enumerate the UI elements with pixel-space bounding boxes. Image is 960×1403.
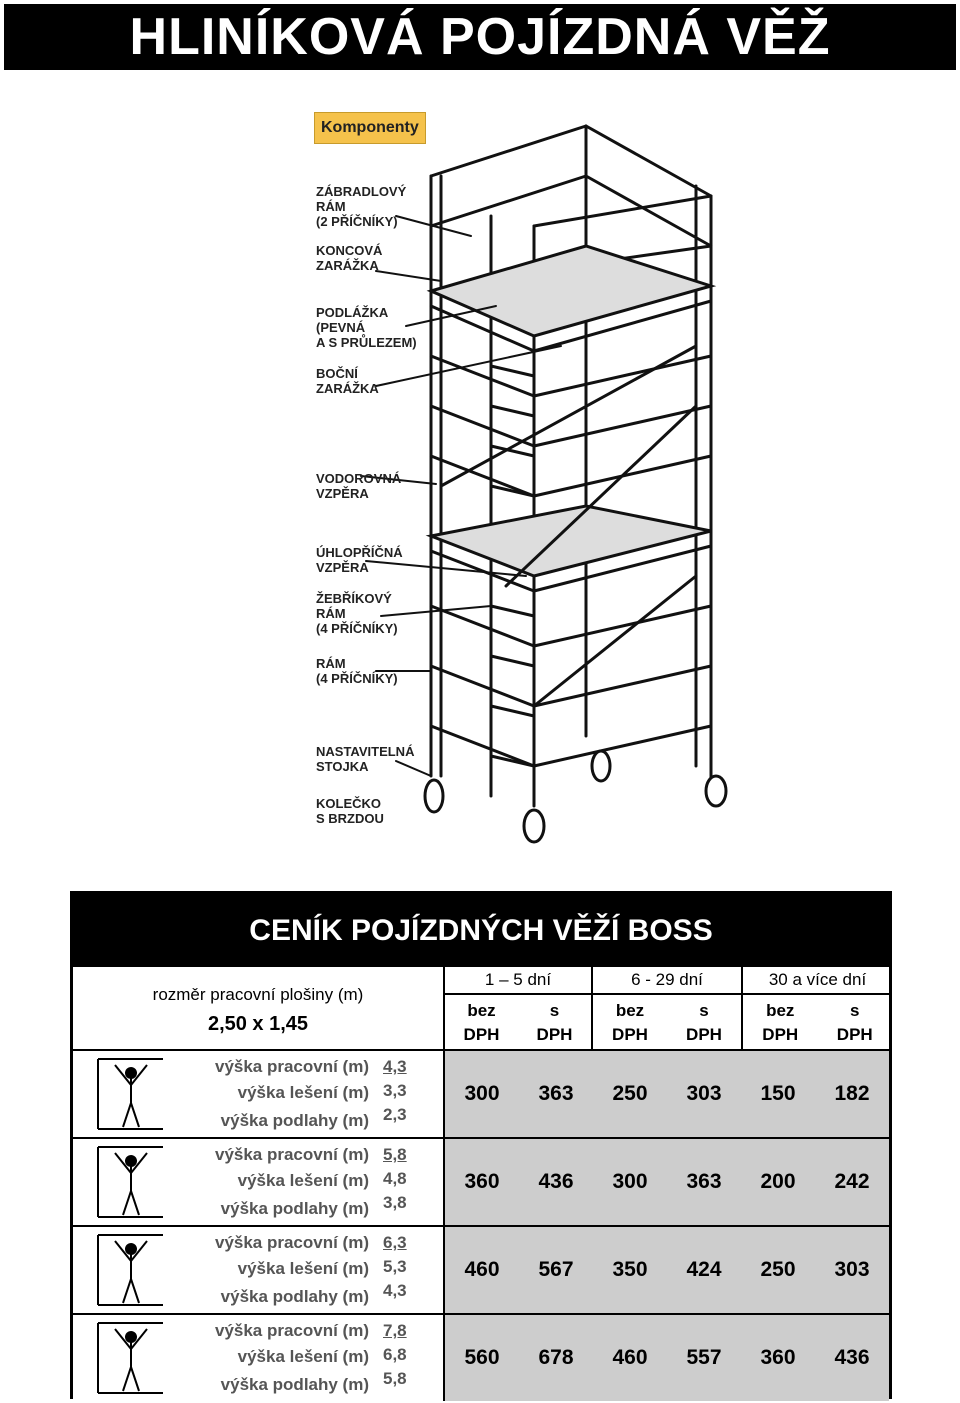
period-3-header (743, 967, 892, 1049)
price-cell: 300 (464, 1082, 500, 1105)
label-platform: PODLÁŽKA (PEVNÁ A S PRŮLEZEM) (316, 305, 417, 350)
platform-size-label: rozměr pracovní plošiny (m) (152, 985, 364, 1004)
platform-size-header (73, 967, 443, 1049)
price-cell: 150 (760, 1082, 796, 1105)
price-cell: 360 (760, 1346, 796, 1369)
price-list-title: CENÍK POJÍZDNÝCH VĚŽÍ BOSS (73, 894, 889, 967)
price-cell: 182 (834, 1082, 870, 1105)
floor-height-label: výška podlahy (m) (220, 1287, 369, 1306)
scaffold-height-value: 4,8 (383, 1169, 407, 1188)
price-cell: 436 (538, 1170, 574, 1193)
period-1-header (445, 967, 593, 1049)
scaffold-height-label: výška lešení (m) (237, 1259, 369, 1278)
floor-height-value: 4,3 (383, 1281, 407, 1300)
price-cell: 557 (686, 1346, 722, 1369)
scaffold-height-value: 3,3 (383, 1081, 407, 1100)
scaffold-height-label: výška lešení (m) (237, 1171, 369, 1190)
row-prices (443, 1225, 889, 1313)
price-cell: 242 (834, 1170, 870, 1193)
label-diagonal-brace: ÚHLOPŘÍČNÁ VZPĚRA (316, 545, 403, 575)
label-horizontal-brace: VODOROVNÁ VZPĚRA (316, 471, 402, 501)
price-cell: 567 (538, 1258, 574, 1281)
price-with-vat-header: s DPH (836, 1001, 873, 1044)
price-cell: 678 (538, 1346, 574, 1369)
table-row (73, 1225, 889, 1313)
working-height-label: výška pracovní (m) (214, 1057, 369, 1076)
working-height-value: 7,8 (383, 1321, 407, 1340)
floor-height-value: 5,8 (383, 1369, 407, 1388)
scaffold-height-label: výška lešení (m) (237, 1083, 369, 1102)
price-cell: 460 (464, 1258, 500, 1281)
price-cell: 436 (834, 1346, 870, 1369)
period-2-header (593, 967, 743, 1049)
price-without-vat-header: bez DPH (612, 1001, 648, 1044)
table-row (73, 1137, 889, 1225)
working-height-value: 6,3 (383, 1233, 407, 1252)
working-height-label: výška pracovní (m) (214, 1145, 369, 1164)
label-side-toeboard: BOČNÍ ZARÁŽKA (316, 366, 379, 396)
price-with-vat-header: s DPH (536, 1001, 573, 1044)
price-list-table (70, 891, 892, 1399)
label-frame: RÁM (4 PŘÍČNÍKY) (316, 656, 398, 686)
label-ladder-frame: ŽEBŘÍKOVÝ RÁM (4 PŘÍČNÍKY) (316, 591, 398, 636)
price-cell: 560 (464, 1346, 500, 1369)
floor-height-label: výška podlahy (m) (220, 1375, 369, 1394)
price-without-vat-header: bez DPH (762, 1001, 799, 1044)
components-heading: Komponenty (314, 112, 426, 144)
row-prices (443, 1313, 889, 1401)
person-height-icon (93, 1143, 169, 1221)
label-end-toeboard: KONCOVÁ ZARÁŽKA (316, 243, 383, 273)
table-row (73, 1049, 889, 1137)
price-cell: 300 (612, 1170, 648, 1193)
period-label: 30 a více dní (743, 967, 892, 995)
label-adjustable-leg: NASTAVITELNÁ STOJKA (316, 744, 415, 774)
scaffold-height-label: výška lešení (m) (237, 1347, 369, 1366)
row-info (73, 1137, 443, 1225)
price-with-vat-header: s DPH (686, 1001, 722, 1044)
floor-height-value: 3,8 (383, 1193, 407, 1212)
price-cell: 363 (538, 1082, 574, 1105)
price-cell: 303 (686, 1082, 722, 1105)
floor-height-label: výška podlahy (m) (220, 1199, 369, 1218)
price-cell: 303 (834, 1258, 870, 1281)
price-cell: 250 (760, 1258, 796, 1281)
price-cell: 460 (612, 1346, 648, 1369)
floor-height-value: 2,3 (383, 1105, 407, 1124)
person-height-icon (93, 1055, 169, 1133)
row-info (73, 1225, 443, 1313)
row-prices (443, 1137, 889, 1225)
floor-height-label: výška podlahy (m) (220, 1111, 369, 1130)
working-height-value: 5,8 (383, 1145, 407, 1164)
price-cell: 350 (612, 1258, 648, 1281)
price-cell: 363 (686, 1170, 722, 1193)
working-height-label: výška pracovní (m) (214, 1321, 369, 1340)
period-label: 6 - 29 dní (593, 967, 741, 995)
price-without-vat-header: bez DPH (463, 1001, 500, 1044)
working-height-label: výška pracovní (m) (214, 1233, 369, 1252)
row-info (73, 1313, 443, 1401)
period-label: 1 – 5 dní (445, 967, 591, 995)
price-cell: 200 (760, 1170, 796, 1193)
price-cell: 360 (464, 1170, 500, 1193)
scaffold-height-value: 5,3 (383, 1257, 407, 1276)
label-braked-castor: KOLEČKO S BRZDOU (316, 796, 384, 826)
row-info (73, 1049, 443, 1137)
table-row (73, 1313, 889, 1401)
person-height-icon (93, 1319, 169, 1397)
label-guard-rail-frame: ZÁBRADLOVÝ RÁM (2 PŘÍČNÍKY) (316, 184, 407, 229)
price-cell: 250 (612, 1082, 648, 1105)
platform-size-value: 2,50 x 1,45 (207, 1013, 309, 1035)
page-title: HLINÍKOVÁ POJÍZDNÁ VĚŽ (4, 4, 956, 70)
row-prices (443, 1049, 889, 1137)
price-cell: 424 (686, 1258, 722, 1281)
working-height-value: 4,3 (383, 1057, 407, 1076)
scaffold-height-value: 6,8 (383, 1345, 407, 1364)
person-height-icon (93, 1231, 169, 1309)
